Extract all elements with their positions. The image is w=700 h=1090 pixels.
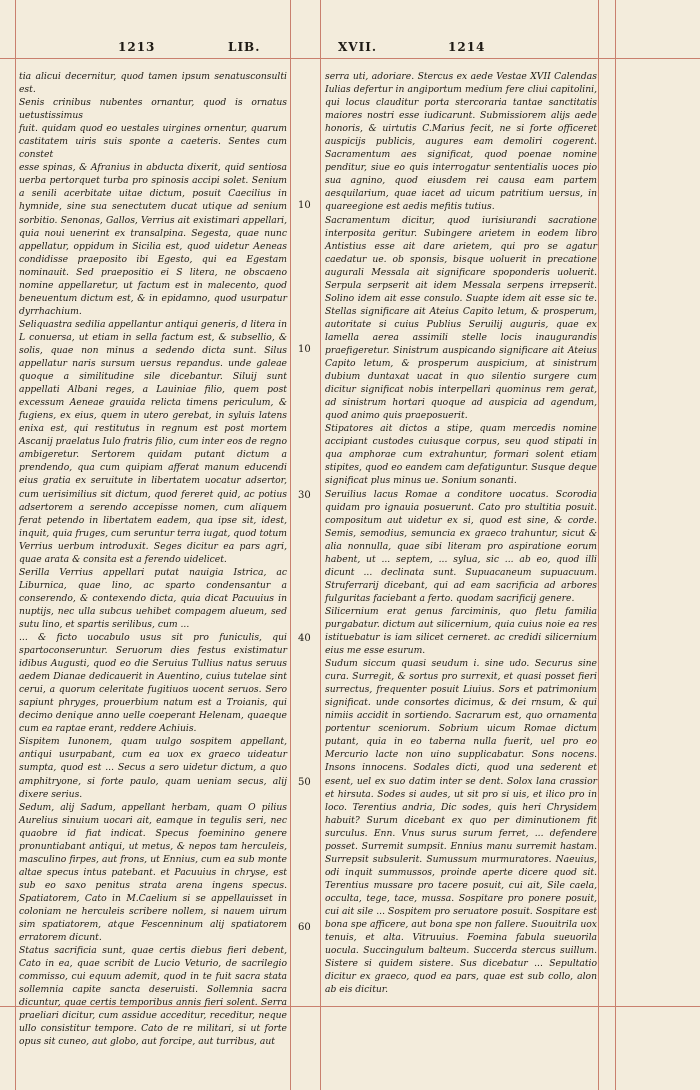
margin-line-number: 60	[298, 922, 311, 933]
margin-rule-outer	[615, 0, 616, 1090]
paragraph: Sacramentum dicitur, quod iurisiurandi sacratione interposita geritur. Subingere arietem in eodem libro Antistius esse ait dare arietem, qui pro se agatur caedatur ue. ob sponsis, bisque uoluerit in precatione augurali Messala ait significare spoponderis uoluerit. Serpula serpserit ait idem Messala serpens irrepserit. Solino idem ait esse consulo. Suapte idem ait esse sic te. Stellas significare ait Ateius Capito letum, & prosperum, autoritate si cuius Publius Seruilij auguris, quae ex lamella aerea assimili stelle locis inaugurandis praefigeretur. Sinistrum auspicando significare ait Ateius Capito letum, & prosperum auspicium, at sinistrum dubium duntaxat uacat in quo silentio surgere cum dicitur significat nobis interpellari quominus rem gerat, ad sinistrum hortari quoque ad auspicia ad agendum, quod animo quis praeposuerit.	[325, 214, 597, 422]
margin-rule-right	[598, 0, 599, 1090]
left-text-column	[19, 70, 287, 1048]
margin-rule-left	[15, 0, 16, 1090]
book-label: LIB.	[228, 40, 261, 54]
paragraph: Seliquastra sedilia appellantur antiqui generis, d litera in L conuersa, ut etiam in sella factum est, & subsellio, & solis, quae non minus a sedendo dicta sunt. Silus appellatur naris sursum uersus repandus. unde galeae quoque a similitudine sile dicebantur. Siluij sunt appellati Albani reges, a Lauiniae filio, quem post excessum Aeneae grauida relicta timens periculum, & fugiens, ex eius, quem in utero gerebat, in syluis latens enixa est, qui restitutus in regnum est post mortem Ascanij praelatus Iulo fratris filio, cum inter eos de regno ambigeretur. Sertorem quidam putant dictum a prendendo, qua cum quipiam afferat manum educendi eius gratia ex seruitute in libertatem uocatur adsertor, cum uerisimilius sit dictum, quod fereret quid, ac potius adsertorem a serendo accepisse nomen, cum aliquem ferat petendo in libertatem eadem, qua ipse sit, idest, inquit, quia fruges, cum seruntur terra iugat, quod totum Verrius uerbum introduxit. Seges dicitur ea pars agri, quae arata & consita est a ferendo uidelicet.	[19, 318, 287, 565]
paragraph: Sispitem Iunonem, quam uulgo sospitem appellant, antiqui usurpabant, cum ea uox ex graeco uideatur sumpta, quod est ... Secus a sero uidetur dictum, a quo amphitryone, si forte paulo, quam ueniam secus, alij dixere serius.	[19, 736, 287, 800]
margin-rule-gutter-right	[320, 0, 321, 1090]
paragraph: fuit. quidam quod eo uestales uirgines ornentur, quarum castitatem uiris suis sponte a caeteris. Sentes cum constet	[19, 123, 287, 161]
paragraph: ... & ficto uocabulo usus sit pro funiculis, qui spartoconseruntur. Seruorum dies festus existimatur idibus Augusti, quod eo die Seruius Tullius natus seruus aedem Dianae dedicauerit in Auentino, cuius tutelae sint cerui, a quorum celeritate fugitiuos uocent seruos. Sero sapiunt phryges, prouerbium natum est a Troianis, qui decimo denique anno uelle coeperant Helenam, quaeque cum ea raptae erant, reddere Achiuis.	[19, 632, 287, 735]
margin-line-number: 30	[298, 490, 311, 501]
margin-line-number: 10	[298, 344, 311, 355]
margin-line-number: 10	[298, 200, 311, 211]
margin-line-number: 50	[298, 777, 311, 788]
running-header	[0, 36, 700, 60]
paragraph: Sedum, alij Sadum, appellant herbam, quam O pilius Aurelius sinuium uocari ait, eamque in tegulis seri, nec quaobre id fiat indicat. Specus foeminino genere pronuntiabant antiqui, ut metus, & nepos tam herculeis, masculino firpes, aut frons, ut Ennius, cum ea sub monte altae specus intus patebant. et Pacuuius in chryse, est sub eo saxo penitus strata arena ingens specus. Spatiatorem, Cato in M.Caelium si se appellauisset in coloniam ne herculeis scribere nollem, si nauem uirum sim spatiatorem, atque Fescenninum alij spatiatorem erratorem dicunt.	[19, 801, 287, 944]
right-text-column	[325, 70, 597, 1000]
paragraph: tia alicui decernitur, quod tamen ipsum senatusconsulti est.	[19, 71, 287, 96]
margin-line-number: 40	[298, 633, 311, 644]
paragraph: serra uti, adoriare. Stercus ex aede Vestae XVII Calendas Iulias defertur in angiportum medium fere cliui capitolini, qui locus clauditur porta stercoraria tantae sanctitatis maiores nostri esse iudicarunt. Submissiorem alijs aede honoris, & uirtutis C.Marius fecit, ne si forte officeret auspicijs publicis, augures eam demoliri cogerent. Sacramentum aes significat, quod poenae nomine penditur, siue eo quis interrogatur sententialis uoces pio sua agnino, quod eiusdem rei causa eam partem aesquilarium, quae iacet ad uicum patritium uersus, in quareegione est aedis mefitis tutius.	[325, 71, 597, 213]
page-number-left: 1213	[118, 40, 156, 54]
book-number: XVII.	[338, 40, 378, 54]
paragraph: Stipatores ait dictos a stipe, quam mercedis nomine accipiant custodes cuiusque corpus, seu quod stipati in qua amphorae cum extrahuntur, formari solent etiam stipites, quod eo eandem cam defatiguntur. Susque deque significat plus minus ue. Sonium sonanti.	[325, 423, 597, 487]
paragraph: Seruilius lacus Romae a conditore uocatus. Scorodia quidam pro ignauia posuerunt. Cato pro stultitia posuit. compositum aut uidetur ex si, quod est sine, & corde. Semis, semodius, semuncia ex graeco trahuntur, sicut & alia nonnulla, quae sibi literam pro aspiratione eorum habent, ut ... septem, ... sylua, sic ... ab eo, quod illi dicunt ... declinata sunt. Supuacaneum supuacuum. Struferrarij dicebant, qui ad eam sacrificia ad arbores fulguritas faciebant a ferto. quodam sacrificij genere.	[325, 488, 597, 604]
page-number-right: 1214	[448, 40, 486, 54]
margin-rule-gutter-left	[290, 0, 291, 1090]
paragraph: Silicernium erat genus farciminis, quo fletu familia purgabatur. dictum aut silicernium, quia cuius noie ea res istituebatur is iam silicet cerneret. ac credidi silicernium eius me esse esurum.	[325, 605, 597, 657]
paragraph: Serilla Verrius appellari putat nauigia Istrica, ac Liburnica, quae lino, ac sparto condensantur a conserendo, & contexendo dicta, quia dicat Pacuuius in nuptijs, nec ulla subcus uehibet compagem alueum, sed sutu lino, et spartis serilibus, cum ...	[19, 566, 287, 630]
paragraph: Sudum siccum quasi seudum i. sine udo. Securus sine cura. Surregit, & sortus pro surrexit, et quasi posset fieri surrectus, frequenter posuit Liuius. Sors et patrimonium significat. unde consortes dicimus, & dei rnsum, & qui nimiis accidit in sortiendo. Sacrarum est, quo ornamenta portentur sceniorum. Sobrium uicum Romae dictum putant, quia in eo taberna nulla fuerit, uel pro eo Mercurio lacte non uino supplicabatur. Sons nocens. Insons innocens. Sodales dicti, quod una sederent et esent, uel ex suo datim inter se dent. Solox lana crassior et hirsuta. Sodes si audes, ut sit pro si uis, et ilico pro in loco. Terentius andria, Dic sodes, quis heri Chrysidem habuit? Surum dicebant ex quo per diminutionem fit surculus. Enn. Vnus surus surum ferret, ... defendere posset. Surremit sumpsit. Ennius manu surremit hastam. Surrepsit subsulerit. Sumussum murmuratores. Naeuius, odi inquit summussos, proinde aperte dicere quod sit. Terentius mussare pro tacere posuit, cui ait, Sile caela, occulta, tege, tace, mussa. Sospitare pro ponere posuit, cui ait sile ... Sospitem pro seruatore posuit. Sospitare est bona spe afficere, aut bona spe non fallere. Suouitrila uox tenuis, et alta. Vitruuius. Foemina fabula sueuorila uocula. Succingulum balteum. Succerda stercus suillum. Sistere si quidem sistere. Sus dicebatur ... Sepultatio dicitur ex graeco, quod ea pars, quae est sub collo, alon ab eis dicitur.	[325, 658, 597, 996]
paragraph: Status sacrificia sunt, quae certis diebus fieri debent, Cato in ea, quae scribit de Lucio Veturio, de sacrilegio commisso, cui equum ademit, quod in te fuit sacra stata sollemnia capite sancta deseruisti. Sollemnia sacra dicuntur, quae certis temporibus annis fieri solent. Serra praeliari dicitur, cum assidue acceditur, receditur, neque ullo consistitur tempore. Cato de re militari, si ut forte opus sit cuneo, aut globo, aut forcipe, aut turribus, aut	[19, 945, 287, 1048]
paragraph: esse spinas, & Afranius in abducta dixerit, quid sentiosa uerba pertorquet turba pro spinosis accipi solet. Senium a senili acerbitate uitae dictum, posuit Caecilius in hymnide, sine sua senectutem ducat utique ad senium sorbitio. Senonas, Gallos, Verrius ait existimari appellari, quia noui uenerint ex transalpina. Segesta, quae nunc appellatur, oppidum in Sicilia est, quod uidetur Aeneas condidisse praeposito ibi Egesto, qui ea Egestam nominauit. Sed praepositio ei S litera, ne obscaeno nomine appellaretur, ut factum est in malecento, quod beneuentum dictum est, & in epidamno, quod usurpatur dyrrhachium.	[19, 162, 287, 317]
paragraph: Senis crinibus nubentes ornantur, quod is ornatus uetustissimus	[19, 97, 287, 122]
